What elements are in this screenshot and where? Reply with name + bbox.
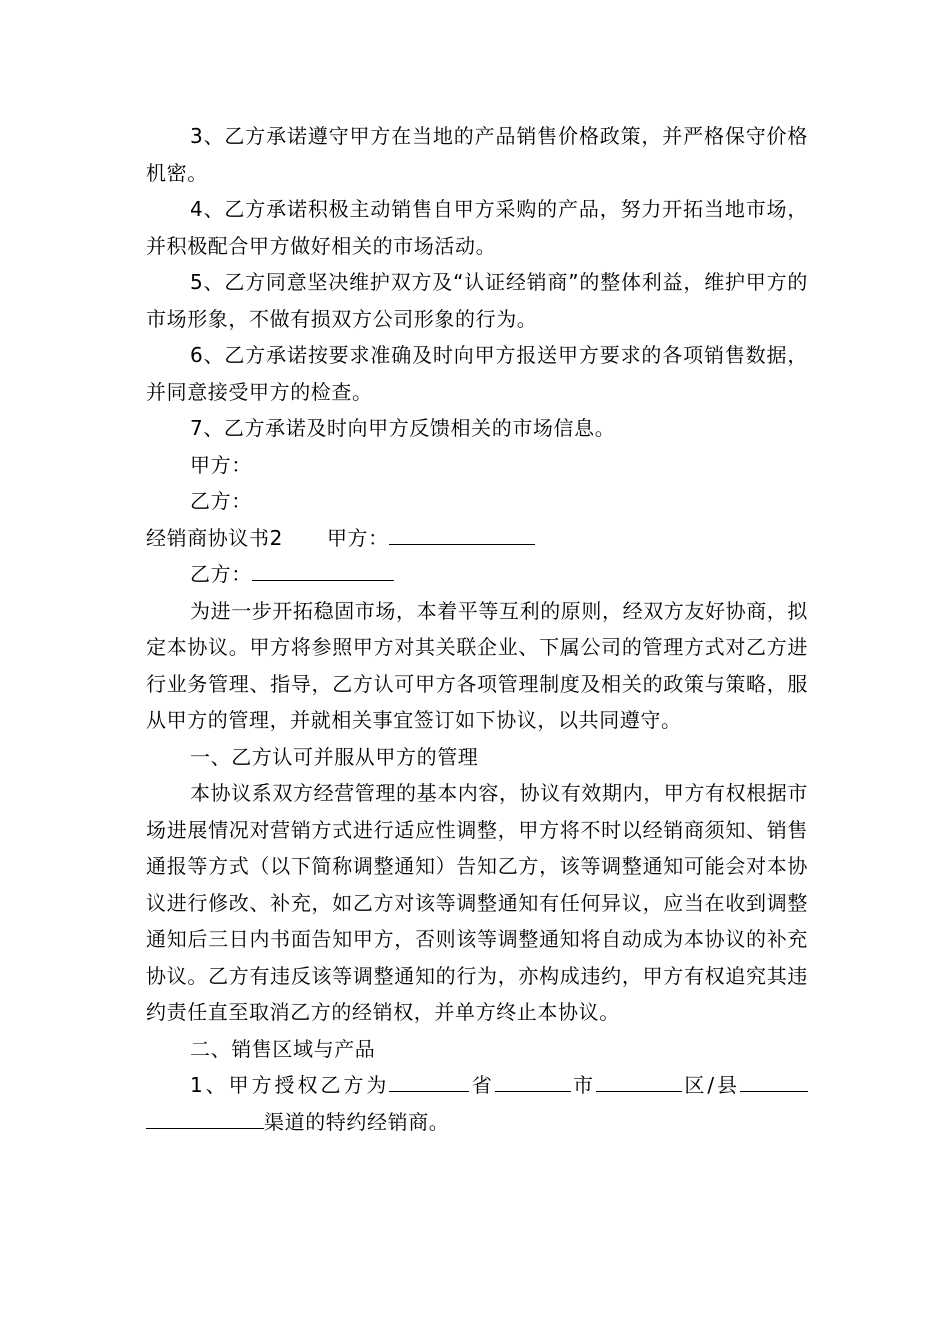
county-blank xyxy=(740,1071,808,1092)
item1-city-label: 市 xyxy=(570,1073,597,1097)
section1-heading: 一、乙方认可并服从甲方的管理 xyxy=(190,744,479,769)
section1-body: 本协议系双方经营管理的基本内容，协议有效期内，甲方有权根据市场进展情况对营销方式进行适应性调整，甲方将不时以经销商须知、销售通报等方式（以下简称调整通知）告知乙方，该等调整通知可能会对本协议进行修改、补充，如乙方对该等调整通知有任何异议，应当在收到调整通知后三日内书面告知甲方，否则该等调整通知将自动成为本协议的补充协议。乙方有违反该等调整通知的行为，亦构成违约，甲方有权追究其违约责任直至取消乙方的经销权，并单方终止本协议。 xyxy=(146,781,808,1024)
party-b-blank xyxy=(252,560,394,581)
agreement2-party-b-label: 乙方： xyxy=(190,562,252,586)
clause-4: 4、乙方承诺积极主动销售自甲方采购的产品，努力开拓当地市场，并积极配合甲方做好相关的市场活动。 xyxy=(146,197,808,258)
clause-5: 5、乙方同意坚决维护双方及“认证经销商”的整体利益，维护甲方的市场形象，不做有损双方公司形象的行为。 xyxy=(146,270,808,331)
document-body xyxy=(146,118,808,1140)
channel-blank xyxy=(146,1108,264,1129)
item1-prefix: 1、甲方授权乙方为 xyxy=(190,1073,390,1097)
item1-district-label: 区/县 xyxy=(682,1073,740,1097)
agreement2-header-line xyxy=(146,520,808,557)
agreement2-title: 经销商协议书2 xyxy=(146,525,283,550)
province-blank xyxy=(389,1071,469,1092)
city-blank xyxy=(495,1071,571,1092)
signature-party-b: 乙方： xyxy=(190,489,252,513)
item1-province-label: 省 xyxy=(469,1073,495,1097)
district-blank xyxy=(596,1071,682,1092)
agreement2-preamble: 为进一步开拓稳固市场，本着平等互利的原则，经双方友好协商，拟定本协议。甲方将参照甲方对其关联企业、下属公司的管理方式对乙方进行业务管理、指导，乙方认可甲方各项管理制度及相关的政策与策略，服从甲方的管理，并就相关事宜签订如下协议，以共同遵守。 xyxy=(146,598,808,732)
party-a-blank xyxy=(389,524,535,545)
section2-heading: 二、销售区域与产品 xyxy=(190,1036,376,1061)
signature-party-a: 甲方： xyxy=(190,452,252,477)
item1-suffix: 渠道的特约经销商。 xyxy=(264,1109,450,1134)
clause-7: 7、乙方承诺及时向甲方反馈相关的市场信息。 xyxy=(190,416,616,440)
agreement2-party-a-label: 甲方： xyxy=(326,525,389,550)
section2-item1 xyxy=(146,1067,808,1140)
agreement2-party-b-line xyxy=(146,556,808,593)
clause-3: 3、乙方承诺遵守甲方在当地的产品销售价格政策，并严格保守价格机密。 xyxy=(146,124,808,185)
clause-6: 6、乙方承诺按要求准确及时向甲方报送甲方要求的各项销售数据，并同意接受甲方的检查。 xyxy=(146,343,808,404)
